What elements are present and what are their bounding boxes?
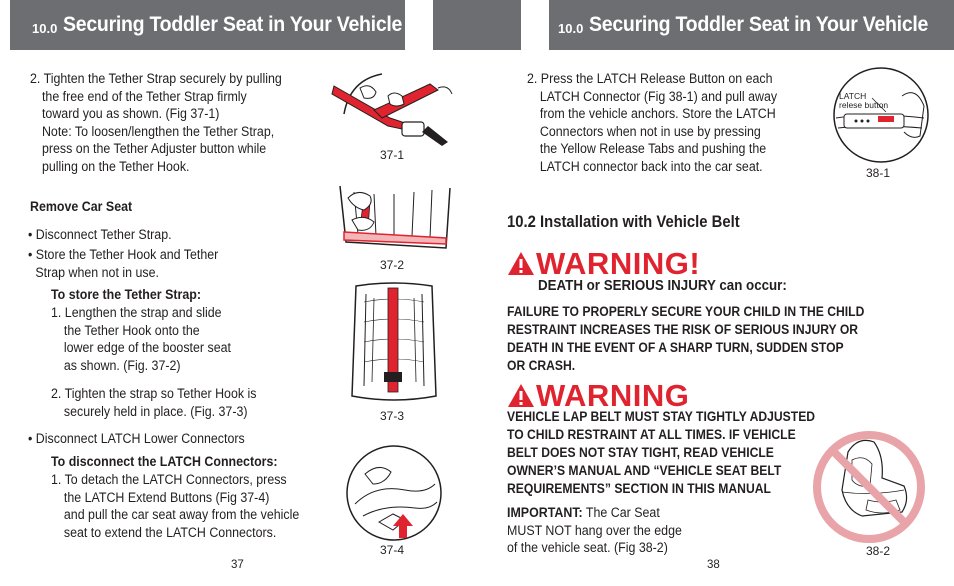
text-line: seat to extend the LATCH Connectors. bbox=[63, 524, 277, 540]
center-tab bbox=[433, 0, 521, 50]
text-line: OR CRASH. bbox=[507, 358, 576, 373]
text-line: • Store the Tether Hook and Tether bbox=[28, 247, 219, 262]
figure-38-1-latch-release bbox=[832, 66, 930, 164]
text-line: and pull the car seat away from the vehicle bbox=[63, 507, 300, 522]
text-line: FAILURE TO PROPERLY SECURE YOUR CHILD IN THE CHILD bbox=[507, 304, 865, 319]
store-step-2 bbox=[51, 385, 257, 420]
text-line: of the vehicle seat. (Fig 38-2) bbox=[507, 540, 668, 555]
important-note bbox=[507, 504, 682, 557]
store-tether-heading: To store the Tether Strap: bbox=[51, 287, 201, 302]
text-line: the Tether Hook onto the bbox=[63, 322, 200, 338]
text-line: as shown. (Fig. 37-2) bbox=[63, 357, 181, 373]
bullet-disconnect-tether: • Disconnect Tether Strap. bbox=[28, 227, 172, 242]
warning-subtitle: DEATH or SERIOUS INJURY can occur: bbox=[538, 278, 787, 294]
text-line: TO CHILD RESTRAINT AT ALL TIMES. IF VEHICLE bbox=[507, 427, 796, 442]
bullet-store-tether bbox=[28, 246, 218, 281]
section-number: 10.0 bbox=[32, 20, 58, 36]
text-line: the free end of the Tether Strap firmly bbox=[41, 88, 247, 104]
figure-37-1-tether-strap bbox=[330, 66, 456, 148]
text-line: Note: To loosen/lengthen the Tether Strap, bbox=[41, 123, 275, 139]
latch-heading: To disconnect the LATCH Connectors: bbox=[51, 454, 278, 469]
left-page-header bbox=[10, 0, 405, 50]
figure-38-2-seat-overhang-prohibited bbox=[812, 430, 926, 544]
figure-37-3-strap-tightened bbox=[344, 282, 444, 406]
figure-caption: 37-1 bbox=[380, 148, 405, 162]
text-line: the LATCH Extend Buttons (Fig 37-4) bbox=[63, 489, 270, 505]
warning-body bbox=[507, 408, 815, 498]
text-line: 1. To detach the LATCH Connectors, press bbox=[51, 472, 287, 487]
text-line: LATCH connector back into the car seat. bbox=[539, 158, 763, 174]
section-number: 10.0 bbox=[558, 20, 584, 36]
warning-title: WARNING bbox=[536, 378, 690, 413]
section-title: 10.2 Installation with Vehicle Belt bbox=[507, 213, 740, 231]
latch-step-1 bbox=[51, 471, 299, 541]
page-title: Securing Toddler Seat in Your Vehicle bbox=[589, 13, 929, 36]
text-line: 2. Tighten the strap so Tether Hook is bbox=[51, 386, 257, 401]
page-number: 38 bbox=[707, 559, 720, 571]
remove-car-seat-heading: Remove Car Seat bbox=[30, 199, 133, 214]
text-line: LATCH bbox=[839, 91, 867, 101]
text-line: REQUIREMENTS” SECTION IN THIS MANUAL bbox=[507, 481, 771, 496]
text-line: DEATH IN THE EVENT OF A SHARP TURN, SUDDEN STOP bbox=[507, 340, 844, 355]
figure-caption: 37-2 bbox=[380, 258, 405, 272]
bullet-disconnect-latch: • Disconnect LATCH Lower Connectors bbox=[28, 431, 245, 446]
text-line: 2. Tighten the Tether Strap securely by pulling bbox=[30, 71, 282, 86]
text-line: the Yellow Release Tabs and pushing the bbox=[539, 141, 767, 156]
text-line: toward you as shown. (Fig 37-1) bbox=[41, 106, 220, 121]
text-line: LATCH Connector (Fig 38-1) and pull away bbox=[539, 88, 778, 104]
step-2-latch-release bbox=[527, 70, 777, 175]
text-line: Connectors when not in use by pressing bbox=[539, 123, 761, 139]
page-title: Securing Toddler Seat in Your Vehicle bbox=[63, 13, 403, 36]
text-line: BELT DOES NOT STAY TIGHT, READ VEHICLE bbox=[507, 445, 774, 460]
text-line: from the vehicle anchors. Store the LATCH bbox=[539, 106, 776, 121]
text-line: Strap when not in use. bbox=[35, 264, 159, 280]
warning-triangle-icon bbox=[507, 383, 535, 408]
step-2-tether bbox=[30, 70, 282, 175]
text-line: lower edge of the booster seat bbox=[63, 340, 231, 355]
figure-caption: 38-2 bbox=[866, 544, 891, 558]
page-number: 37 bbox=[231, 559, 244, 571]
text-line: OWNER’S MANUAL AND “VEHICLE SEAT BELT bbox=[507, 463, 782, 478]
warning-body bbox=[507, 303, 864, 375]
text-line: press on the Tether Adjuster button while bbox=[41, 141, 267, 156]
figure-37-2-store-hook bbox=[334, 182, 454, 256]
text-line: pulling on the Tether Hook. bbox=[41, 158, 190, 174]
text-line: RESTRAINT INCREASES THE RISK OF SERIOUS INJURY OR bbox=[507, 322, 859, 337]
text-line: The Car Seat bbox=[585, 505, 660, 520]
warning-title: WARNING! bbox=[536, 246, 701, 281]
figure-caption: 38-1 bbox=[866, 166, 891, 180]
latch-button-label bbox=[839, 92, 888, 110]
store-step-1 bbox=[51, 304, 231, 374]
text-line: MUST NOT hang over the edge bbox=[507, 522, 682, 538]
text-line: relese button bbox=[839, 100, 889, 110]
warning-triangle-icon bbox=[507, 251, 535, 276]
text-line: VEHICLE LAP BELT MUST STAY TIGHTLY ADJUSTED bbox=[507, 409, 816, 424]
figure-37-4-latch-extend bbox=[345, 444, 443, 542]
text-line: securely held in place. (Fig. 37-3) bbox=[63, 403, 248, 419]
text-line: 2. Press the LATCH Release Button on each bbox=[527, 71, 773, 86]
right-page-header bbox=[549, 0, 954, 50]
important-label: IMPORTANT: bbox=[507, 505, 583, 520]
figure-caption: 37-4 bbox=[380, 543, 405, 557]
text-line: 1. Lengthen the strap and slide bbox=[51, 305, 222, 320]
figure-caption: 37-3 bbox=[380, 409, 405, 423]
